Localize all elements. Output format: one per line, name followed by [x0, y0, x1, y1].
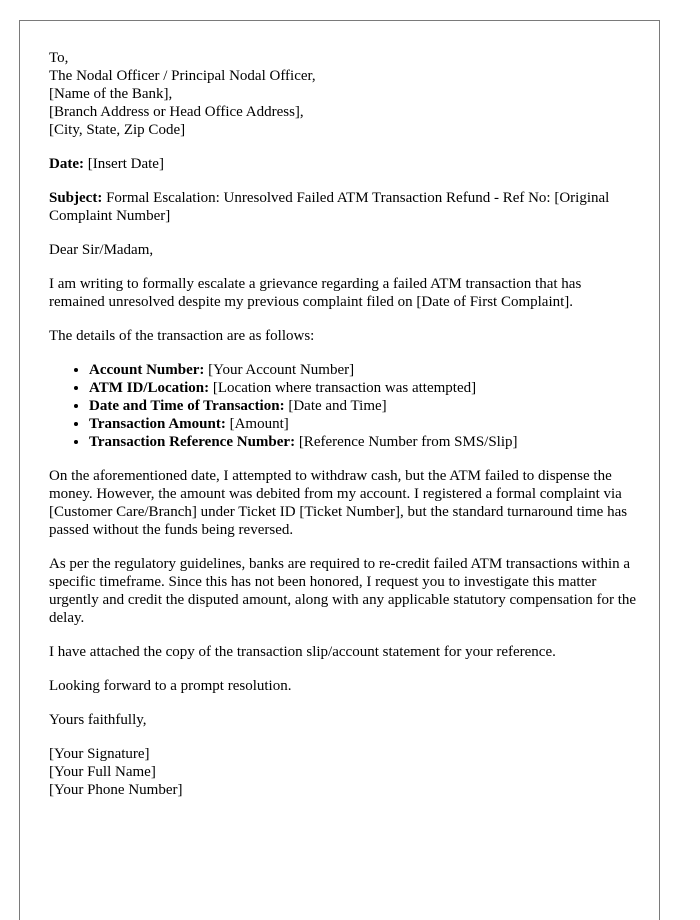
detail-label: Transaction Amount: — [89, 416, 226, 432]
address-branch: [Branch Address or Head Office Address], — [49, 104, 304, 120]
address-bank: [Name of the Bank], — [49, 86, 173, 102]
detail-label: Date and Time of Transaction: — [89, 398, 285, 414]
list-item — [89, 379, 639, 397]
date-value: [Insert Date] — [83, 156, 164, 172]
signoff: Yours faithfully, — [49, 712, 147, 728]
detail-value: [Your Account Number] — [204, 362, 355, 378]
attachment-paragraph: I have attached the copy of the transaction slip/account statement for your reference. — [49, 644, 556, 660]
salutation: Dear Sir/Madam, — [49, 242, 154, 258]
recipient-address — [49, 49, 639, 139]
request-paragraph: As per the regulatory guidelines, banks are required to re-credit failed ATM transactions within a specific timeframe. Since this has not been honored, I request you to investigate this matter urgently and credit the disputed amount, along with any applicable statutory compensation for the delay. — [49, 556, 637, 626]
subject-value: Formal Escalation: Unresolved Failed ATM Transaction Refund - Ref No: [Original Complaint Number] — [49, 190, 610, 224]
letter-page — [19, 20, 660, 920]
detail-label: ATM ID/Location: — [89, 380, 210, 396]
address-to: To, — [49, 50, 69, 66]
list-item — [89, 433, 639, 451]
details-intro: The details of the transaction are as follows: — [49, 328, 315, 344]
date-line — [49, 155, 639, 173]
signature-block — [49, 745, 639, 799]
full-name: [Your Full Name] — [49, 764, 156, 780]
subject-label: Subject: — [49, 190, 103, 206]
address-officer: The Nodal Officer / Principal Nodal Officer, — [49, 68, 316, 84]
detail-value: [Amount] — [225, 416, 289, 432]
detail-value: [Date and Time] — [284, 398, 387, 414]
list-item — [89, 415, 639, 433]
address-city: [City, State, Zip Code] — [49, 122, 186, 138]
detail-value: [Reference Number from SMS/Slip] — [295, 434, 518, 450]
detail-label: Account Number: — [89, 362, 205, 378]
detail-value: [Location where transaction was attempted] — [209, 380, 477, 396]
incident-paragraph: On the aforementioned date, I attempted to withdraw cash, but the ATM failed to dispense the money. However, the amount was debited from my account. I registered a formal complaint via [Customer Care/Branch] under Ticket ID [Ticket Number], but the standard turnaround time has passed without the funds being reversed. — [49, 468, 628, 538]
list-item — [89, 397, 639, 415]
phone-number: [Your Phone Number] — [49, 782, 183, 798]
subject-line — [49, 189, 639, 225]
signature: [Your Signature] — [49, 746, 150, 762]
intro-paragraph: I am writing to formally escalate a grievance regarding a failed ATM transaction that has remained unresolved despite my previous complaint filed on [Date of First Complaint]. — [49, 276, 582, 310]
detail-label: Transaction Reference Number: — [89, 434, 296, 450]
transaction-details-list — [49, 361, 639, 451]
date-label: Date: — [49, 156, 84, 172]
list-item — [89, 361, 639, 379]
closing-line: Looking forward to a prompt resolution. — [49, 678, 292, 694]
